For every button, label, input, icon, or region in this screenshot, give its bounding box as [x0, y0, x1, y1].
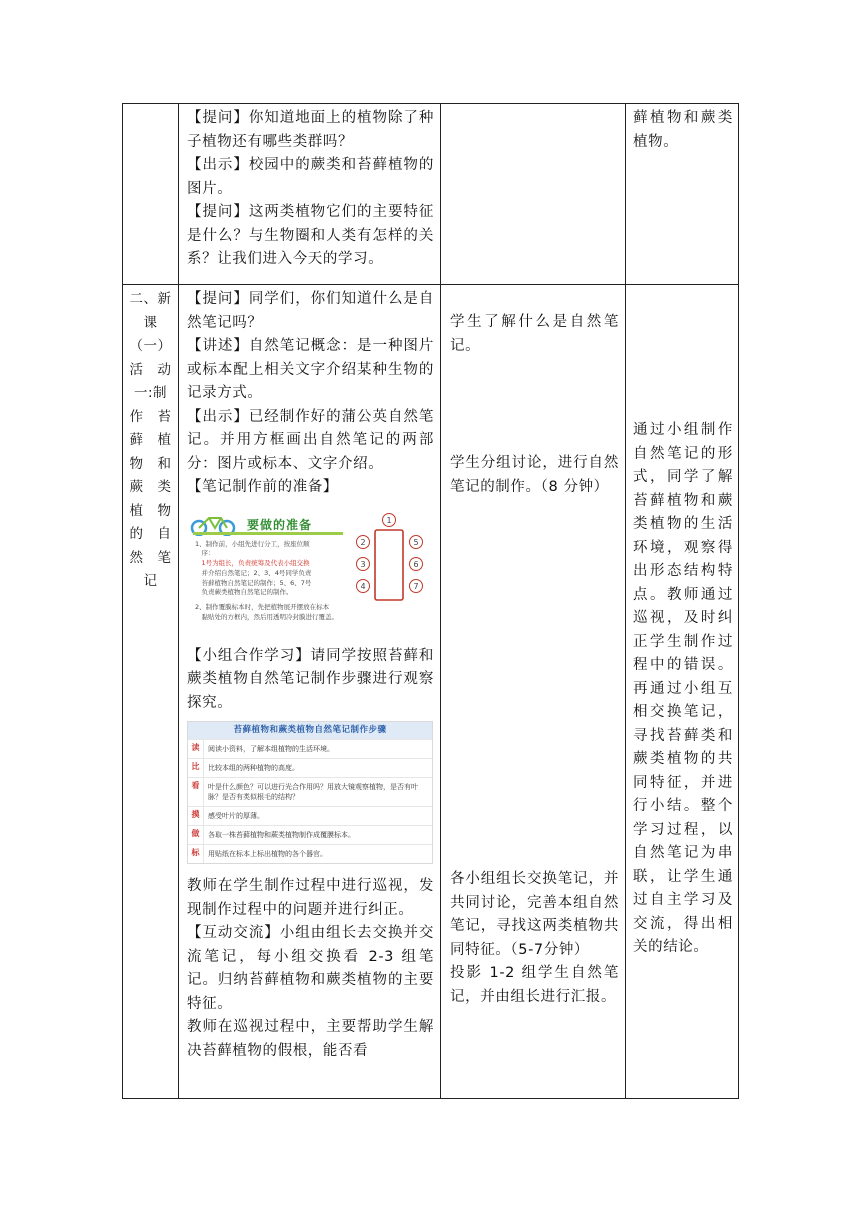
- stage-line: 的 自: [129, 526, 172, 542]
- seat-number: 2: [360, 537, 366, 547]
- figure-title: 要做的准备: [247, 517, 313, 532]
- paragraph: 【提问】同学们，你们知道什么是自然笔记吗？: [187, 291, 434, 331]
- paragraph: 各小组组长交换笔记，并共同讨论，完善本组自然笔记，寻找这两类植物共同特征。（5-7分钟）: [450, 871, 619, 958]
- table-row: [123, 104, 739, 285]
- seat-number: 6: [413, 559, 419, 569]
- text-line: 负责蕨类植物自然笔记的制作。: [195, 588, 293, 597]
- steps-table-figure: [187, 721, 433, 864]
- seat-number: 7: [413, 581, 419, 591]
- paragraph: 投影 1-2 组学生自然笔记，并由组长进行汇报。: [450, 965, 619, 1005]
- paragraph: 【小组合作学习】请同学按照苔藓和蕨类植物自然笔记制作步骤进行观察探究。: [187, 647, 434, 711]
- step-key: 读: [188, 740, 204, 758]
- text-line: 1、制作前，小组先进行分工，按座位顺: [195, 539, 310, 548]
- text-line: 序：: [195, 549, 215, 558]
- table-row: [123, 285, 739, 1099]
- stage-line: 课: [143, 314, 158, 331]
- paragraph: 藓植物和蕨类植物。: [633, 110, 733, 150]
- paragraph: 【出示】校园中的蕨类和苔藓植物的图片。: [187, 157, 434, 197]
- student-activity-cell: [441, 104, 626, 285]
- step-row: [188, 758, 432, 777]
- stage-line: 然 笔: [129, 549, 172, 566]
- text-line: 并介绍自然笔记；2、3、4号同学负责: [195, 568, 312, 577]
- stage-cell: [123, 104, 179, 285]
- teacher-activity-cell: [179, 285, 441, 1099]
- design-intent-cell: [626, 285, 739, 1099]
- teacher-activity-cell: [179, 104, 441, 285]
- step-row: [188, 844, 432, 863]
- step-key: 比: [188, 759, 204, 777]
- step-key: 标: [188, 845, 204, 863]
- stage-line: 蕨 类: [129, 479, 172, 495]
- paragraph: 学生分组讨论，进行自然笔记的制作。（8 分钟）: [450, 455, 619, 495]
- step-text: 各取一株苔藓植物和蕨类植物制作成覆膜标本。: [208, 831, 355, 839]
- step-key: 做: [188, 826, 204, 844]
- stage-line: 一:制: [133, 385, 168, 401]
- paragraph: 【笔记制作前的准备】: [187, 479, 338, 495]
- text-line: 1号为组长，负责统筹及代表小组交换: [195, 559, 310, 568]
- step-text: 用贴纸在标本上标出植物的各个器官。: [208, 850, 327, 858]
- step-row: [188, 806, 432, 825]
- text-line: 2、制作覆膜标本时，先把植物展开摆放在标本: [195, 603, 330, 612]
- paragraph: 教师在巡视过程中，主要帮助学生解决苔藓植物的假根，能否看: [187, 1019, 434, 1059]
- seating-diagram: [353, 512, 431, 616]
- stage-line: （一）: [129, 338, 172, 354]
- figure-title: 苔藓植物和蕨类植物自然笔记制作步骤: [188, 722, 432, 739]
- step-text: 感受叶片的厚薄。: [208, 812, 264, 820]
- title-underline: [193, 532, 343, 535]
- paragraph: 【互动交流】小组由组长去交换并交流笔记，每小组交换看 2-3 组笔记。归纳苔藓植物和蕨类植物的主要特征。: [187, 925, 434, 1012]
- paragraph: 通过小组制作自然笔记的形式，同学了解苔藓植物和蕨类植物的生活环境，观察得出形态结构特点。教师通过巡视，及时纠正学生制作过程中的错误。再通过小组互相交换笔记，寻找苔藓类和蕨类植物的共同特征，并进行小结。整个学习过程，以自然笔记为串联，让学生通过自主学习及交流，得出相关的结论。: [633, 422, 733, 955]
- paragraph: 学生了解什么是自然笔记。: [450, 314, 619, 354]
- stage-cell: [123, 285, 179, 1099]
- step-row: [188, 825, 432, 844]
- seat-number: 4: [360, 581, 366, 591]
- paragraph: 【讲述】自然笔记概念：是一种图片或标本配上相关文字介绍某种生物的记录方式。: [187, 338, 434, 401]
- stage-label: [123, 285, 178, 594]
- stage-line: 作 苔: [129, 408, 172, 425]
- stage-line: 植 物: [129, 502, 172, 519]
- text-line: 苔藓植物自然笔记的制作；5、6、7号: [195, 578, 312, 587]
- preparation-figure: [187, 508, 433, 638]
- text-line: 黏贴处的方框内，然后用透明冷封膜进行覆盖。: [195, 613, 338, 622]
- lesson-plan-table: [122, 103, 739, 1099]
- seat-number: 3: [360, 559, 366, 569]
- student-activity-cell: [441, 285, 626, 1099]
- paragraph: 【提问】你知道地面上的植物除了种子植物还有哪些类群吗？: [187, 110, 434, 150]
- paragraph: 教师在学生制作过程中进行巡视，发现制作过程中的问题并进行纠正。: [187, 878, 434, 918]
- seat-number: 5: [413, 537, 419, 547]
- stage-line: 物 和: [129, 455, 172, 472]
- stage-line: 记: [143, 573, 158, 589]
- step-text: 阅读小资料，了解本组植物的生活环境。: [208, 745, 334, 753]
- step-text: 叶是什么颜色？可以进行光合作用吗？用放大镜观察植物，是否有叶脉？是否有类似根毛的结构？: [208, 783, 418, 801]
- stage-line: 藓 植: [129, 432, 172, 448]
- preparation-text: [195, 540, 355, 623]
- seat-number: 1: [386, 515, 392, 525]
- stage-line: 二、新: [129, 291, 172, 307]
- stage-line: 活 动: [129, 361, 172, 378]
- step-row: [188, 739, 432, 758]
- step-key: 摸: [188, 807, 204, 825]
- step-text: 比较本组的两种植物的高度。: [208, 764, 299, 772]
- step-key: 看: [188, 778, 204, 806]
- paragraph: 【出示】已经制作好的蒲公英自然笔记。并用方框画出自然笔记的两部分：图片或标本、文字介绍。: [187, 408, 434, 472]
- design-intent-cell: [626, 104, 739, 285]
- step-row: [188, 777, 432, 806]
- paragraph: 【提问】这两类植物它们的主要特征是什么？与生物圈和人类有怎样的关系？让我们进入今天的学习。: [187, 204, 434, 267]
